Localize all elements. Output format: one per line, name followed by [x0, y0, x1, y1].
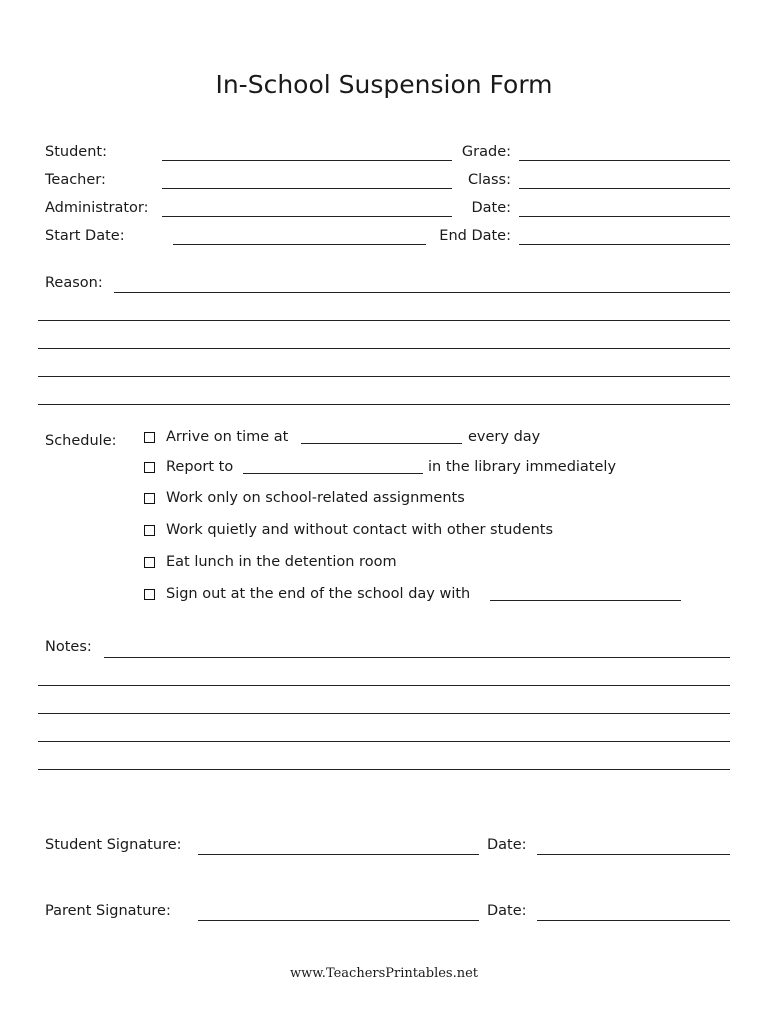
- checkbox[interactable]: [144, 589, 155, 600]
- footer-website: www.TeachersPrintables.net: [289, 966, 479, 981]
- date-label: Date:: [471, 200, 511, 216]
- schedule-item-text: Sign out at the end of the school day with: [166, 586, 471, 602]
- parent-signature-field[interactable]: [198, 920, 479, 921]
- teacher-label: Teacher:: [45, 172, 106, 188]
- teacher-field[interactable]: [162, 188, 452, 189]
- checkbox[interactable]: [144, 432, 155, 443]
- reason-line[interactable]: [38, 376, 730, 377]
- student-signature-label: Student Signature:: [45, 837, 182, 853]
- schedule-item-text: Work quietly and without contact with other students: [166, 522, 554, 538]
- schedule-label: Schedule:: [45, 433, 117, 449]
- notes-line[interactable]: [38, 713, 730, 714]
- reason-line[interactable]: [38, 404, 730, 405]
- student-signature-date-field[interactable]: [537, 854, 730, 855]
- schedule-item-text: Arrive on time at: [166, 429, 289, 445]
- arrive-location-field[interactable]: [301, 443, 462, 444]
- student-signature-field[interactable]: [198, 854, 479, 855]
- student-signature-date-label: Date:: [487, 837, 527, 853]
- report-to-field[interactable]: [243, 473, 423, 474]
- sign-out-with-field[interactable]: [490, 600, 681, 601]
- schedule-item-text: every day: [468, 429, 541, 445]
- class-field[interactable]: [519, 188, 730, 189]
- student-label: Student:: [45, 144, 107, 160]
- schedule-item-text: Eat lunch in the detention room: [166, 554, 397, 570]
- schedule-item-text: Work only on school-related assignments: [166, 490, 465, 506]
- student-field[interactable]: [162, 160, 452, 161]
- end-date-field[interactable]: [519, 244, 730, 245]
- parent-signature-label: Parent Signature:: [45, 903, 171, 919]
- parent-signature-date-label: Date:: [487, 903, 527, 919]
- checkbox[interactable]: [144, 557, 155, 568]
- checkbox[interactable]: [144, 525, 155, 536]
- grade-field[interactable]: [519, 160, 730, 161]
- start-date-label: Start Date:: [45, 228, 125, 244]
- schedule-item-text: in the library immediately: [428, 459, 617, 475]
- notes-line[interactable]: [38, 741, 730, 742]
- class-label: Class:: [467, 172, 511, 188]
- reason-line[interactable]: [114, 292, 730, 293]
- date-field[interactable]: [519, 216, 730, 217]
- administrator-label: Administrator:: [45, 200, 149, 216]
- notes-line[interactable]: [38, 685, 730, 686]
- notes-line[interactable]: [104, 657, 730, 658]
- form-title: In-School Suspension Form: [215, 70, 553, 99]
- checkbox[interactable]: [144, 462, 155, 473]
- reason-label: Reason:: [45, 275, 103, 291]
- parent-signature-date-field[interactable]: [537, 920, 730, 921]
- notes-label: Notes:: [45, 639, 92, 655]
- start-date-field[interactable]: [173, 244, 426, 245]
- checkbox[interactable]: [144, 493, 155, 504]
- administrator-field[interactable]: [162, 216, 452, 217]
- schedule-item-text: Report to: [166, 459, 234, 475]
- end-date-label: End Date:: [439, 228, 511, 244]
- notes-line[interactable]: [38, 769, 730, 770]
- reason-line[interactable]: [38, 348, 730, 349]
- reason-line[interactable]: [38, 320, 730, 321]
- grade-label: Grade:: [461, 144, 511, 160]
